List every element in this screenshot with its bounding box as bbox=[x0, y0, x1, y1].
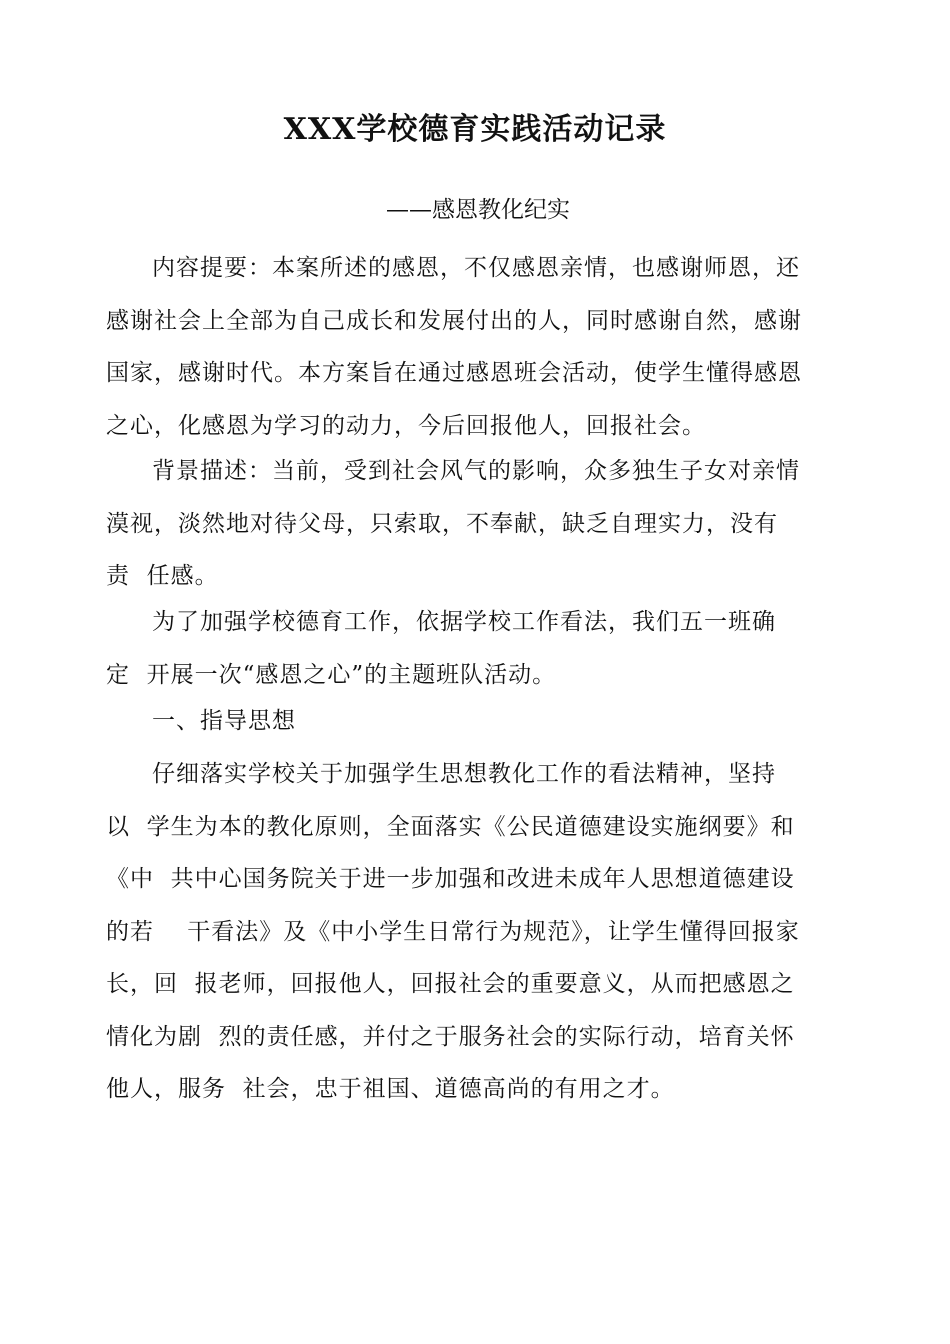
paragraph-background bbox=[106, 445, 850, 603]
text-line: 长，回 报老师，回报他人，回报社会的重要意义，从而把感恩之 bbox=[106, 971, 795, 997]
paragraph-summary bbox=[106, 242, 850, 452]
text-line: 国家，感谢时代。本方案旨在通过感恩班会活动，使学生懂得感恩 bbox=[106, 360, 802, 386]
text-line: 《中 共中心国务院关于进一步加强和改进未成年人思想道德建设 bbox=[106, 866, 795, 892]
text-line: 定 开展一次“感恩之心”的主题班队活动。 bbox=[106, 661, 557, 688]
text-line: 漠视，淡然地对待父母，只索取，不奉献，缺乏自理实力，没有 bbox=[106, 510, 778, 537]
section-heading bbox=[106, 695, 850, 748]
text-line: 感谢社会上全部为自己成长和发展付出的人，同时感谢自然，感谢 bbox=[106, 307, 802, 334]
text-line: 背景描述：当前，受到社会风气的影响，众多独生子女对亲情 bbox=[152, 458, 800, 484]
document-subtitle: ——感恩教化纪实 bbox=[386, 197, 570, 223]
text-line: 的若 干看法》及《中小学生日常行为规范》，让学生懂得回报家 bbox=[106, 918, 800, 945]
section-heading-text: 一、指导思想 bbox=[152, 708, 296, 734]
text-line: 内容提要：本案所述的感恩，不仅感恩亲情，也感谢师恩，还 bbox=[152, 255, 800, 281]
text-line: 仔细落实学校关于加强学生思想教化工作的看法精神，坚持 bbox=[152, 761, 776, 787]
text-line: 责 任感。 bbox=[106, 563, 219, 589]
text-line: 之心，化感恩为学习的动力，今后回报他人，回报社会。 bbox=[106, 412, 706, 439]
document-title: XXX学校德育实践活动记录 bbox=[283, 112, 667, 147]
text-line: 为了加强学校德育工作，依据学校工作看法，我们五一班确 bbox=[152, 609, 776, 635]
text-line: 以 学生为本的教化原则，全面落实《公民道德建设实施纲要》和 bbox=[106, 813, 795, 840]
text-line: 情化为剧 烈的责任感，并付之于服务社会的实际行动，培育关怀 bbox=[106, 1023, 795, 1050]
paragraph-purpose bbox=[106, 596, 850, 701]
paragraph-guiding-ideology bbox=[106, 748, 850, 1116]
text-line: 他人，服务 社会，忠于祖国、道德高尚的有用之才。 bbox=[106, 1076, 675, 1102]
